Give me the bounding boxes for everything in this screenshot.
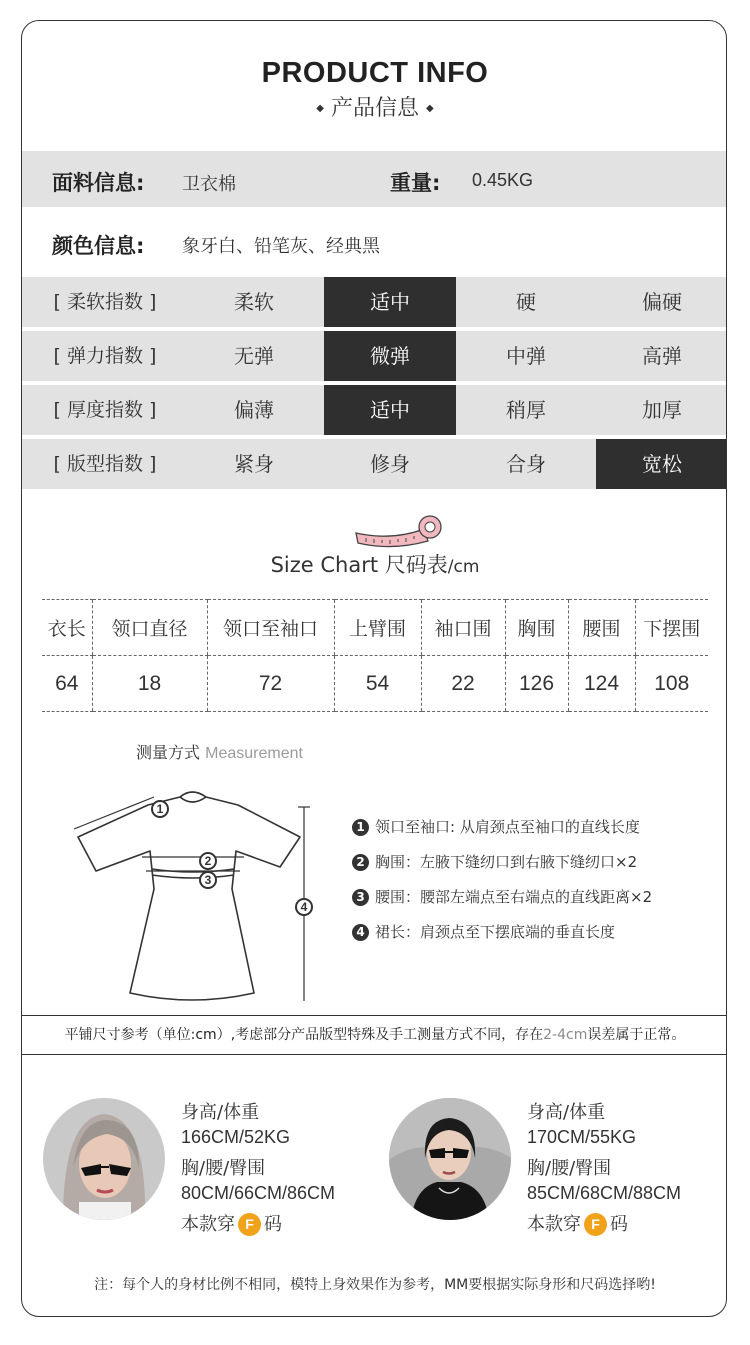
diagram-marker-4: 4 bbox=[300, 900, 308, 914]
title-en: PRODUCT INFO bbox=[261, 57, 489, 89]
index-row-label: [ 弹力指数 ] bbox=[22, 331, 188, 381]
footnote: 注：每个人的身材比例不相同，模特上身效果作为参考，MM要根据实际身形和尺码选择哟! bbox=[94, 1277, 656, 1293]
model-2-photo bbox=[389, 1098, 511, 1220]
model-2-wear-post: 码 bbox=[610, 1214, 628, 1235]
index-option: 紧身 bbox=[234, 452, 274, 476]
diagram-marker-3: 3 bbox=[204, 873, 212, 887]
size-header-cell: 上臂围 bbox=[334, 600, 421, 656]
size-table bbox=[42, 599, 708, 712]
size-header-cell: 领口至袖口 bbox=[207, 600, 334, 656]
index-option: 高弹 bbox=[642, 344, 682, 368]
index-option: 柔软 bbox=[234, 290, 274, 314]
size-header-cell: 胸围 bbox=[505, 600, 568, 656]
diamond-right-icon: ◆ bbox=[426, 103, 434, 114]
index-option: 硬 bbox=[516, 290, 536, 314]
index-option: 加厚 bbox=[642, 398, 682, 422]
model-2-size-badge: F bbox=[584, 1213, 607, 1236]
disclaimer-highlight: 2-4cm bbox=[543, 1027, 588, 1043]
note-4 bbox=[352, 921, 615, 942]
index-row bbox=[22, 385, 727, 435]
note-1 bbox=[352, 816, 640, 837]
disclaimer bbox=[22, 1015, 727, 1055]
index-row bbox=[22, 439, 727, 489]
model-1-photo bbox=[43, 1098, 165, 1220]
size-value-cell: 108 bbox=[635, 656, 708, 712]
note-1-text: 领口至袖口: 从肩颈点至袖口的直线长度 bbox=[375, 818, 640, 836]
size-value-cell: 22 bbox=[421, 656, 505, 712]
model-1-wear-pre: 本款穿 bbox=[181, 1214, 235, 1235]
disclaimer-text-2: 误差属于正常。 bbox=[587, 1027, 686, 1043]
size-header-cell: 袖口围 bbox=[421, 600, 505, 656]
size-table-header bbox=[42, 600, 708, 656]
model-1-bwh: 80CM/66CM/86CM bbox=[181, 1183, 336, 1203]
note-1-num: 1 bbox=[352, 819, 369, 836]
model-1-size-badge: F bbox=[238, 1213, 261, 1236]
note-4-text: 裙长：肩颈点至下摆底端的垂直长度 bbox=[375, 923, 616, 941]
fabric-band bbox=[22, 151, 727, 207]
size-header-cell: 下摆围 bbox=[635, 600, 708, 656]
index-row-label: [ 版型指数 ] bbox=[22, 439, 188, 489]
title-cn bbox=[22, 91, 727, 122]
index-option: 中弹 bbox=[506, 344, 546, 368]
model-2-hw-label: 身高/体重 bbox=[527, 1102, 606, 1123]
index-option-selected: 微弹 bbox=[324, 331, 456, 381]
measurement-title-en: Measurement bbox=[205, 745, 303, 762]
model-1-hw-label: 身高/体重 bbox=[181, 1102, 260, 1123]
title-cn-text: 产品信息 bbox=[330, 96, 419, 121]
model-2-hw: 170CM/55KG bbox=[527, 1127, 637, 1147]
fabric-value: 卫衣棉 bbox=[182, 174, 236, 195]
index-option: 偏硬 bbox=[642, 290, 682, 314]
index-row bbox=[22, 331, 727, 381]
note-2-text: 胸围：左腋下缝纫口到右腋下缝纫口×2 bbox=[375, 853, 638, 871]
model-2-wear-pre: 本款穿 bbox=[527, 1214, 581, 1235]
index-option: 合身 bbox=[506, 452, 546, 476]
product-info-card bbox=[21, 20, 727, 1317]
model-1-bwh-label: 胸/腰/臀围 bbox=[181, 1158, 266, 1179]
index-option-selected: 适中 bbox=[324, 277, 456, 327]
weight-label: 重量: bbox=[390, 171, 441, 195]
index-row bbox=[22, 277, 727, 327]
measurement-title bbox=[136, 740, 303, 763]
size-header-cell: 领口直径 bbox=[92, 600, 207, 656]
size-header-cell: 腰围 bbox=[568, 600, 635, 656]
size-value-cell: 124 bbox=[568, 656, 635, 712]
size-value-cell: 54 bbox=[334, 656, 421, 712]
index-option-selected: 宽松 bbox=[596, 439, 727, 489]
note-3-text: 腰围：腰部左端点至右端点的直线距离×2 bbox=[375, 888, 653, 906]
size-header-cell: 衣长 bbox=[42, 600, 92, 656]
diagram-marker-1: 1 bbox=[156, 802, 164, 816]
note-3 bbox=[352, 886, 652, 907]
index-option: 稍厚 bbox=[506, 398, 546, 422]
model-1-info bbox=[181, 1100, 335, 1237]
index-option: 无弹 bbox=[234, 344, 274, 368]
size-value-cell: 64 bbox=[42, 656, 92, 712]
size-chart-title bbox=[22, 549, 727, 579]
note-2 bbox=[352, 851, 637, 872]
index-row-label: [ 厚度指数 ] bbox=[22, 385, 188, 435]
disclaimer-text-1: 平铺尺寸参考（单位:cm）,考虑部分产品版型特殊及手工测量方式不同，存在 bbox=[64, 1027, 544, 1043]
model-2-bwh: 85CM/68CM/88CM bbox=[527, 1183, 682, 1203]
size-value-cell: 18 bbox=[92, 656, 207, 712]
model-1-wear-post: 码 bbox=[264, 1214, 282, 1235]
index-option: 修身 bbox=[370, 452, 410, 476]
size-chart-unit: /cm bbox=[447, 557, 480, 577]
index-option-selected: 适中 bbox=[324, 385, 456, 435]
note-3-num: 3 bbox=[352, 889, 369, 906]
size-value-cell: 126 bbox=[505, 656, 568, 712]
size-table-values bbox=[42, 656, 708, 712]
weight-value: 0.45KG bbox=[472, 170, 534, 190]
index-option: 偏薄 bbox=[234, 398, 274, 422]
model-2-size-line bbox=[527, 1212, 681, 1237]
diagram-marker-2: 2 bbox=[204, 854, 212, 868]
size-value-cell: 72 bbox=[207, 656, 334, 712]
note-2-num: 2 bbox=[352, 854, 369, 871]
size-chart-title-text: Size Chart 尺码表 bbox=[270, 553, 448, 577]
model-1-hw: 166CM/52KG bbox=[181, 1127, 291, 1147]
dress-diagram bbox=[68, 771, 318, 1005]
fabric-label: 面料信息: bbox=[52, 171, 145, 195]
model-1-size-line bbox=[181, 1212, 335, 1237]
model-2-bwh-label: 胸/腰/臀围 bbox=[527, 1158, 612, 1179]
color-label: 颜色信息: bbox=[52, 234, 145, 258]
diamond-left-icon: ◆ bbox=[316, 103, 324, 114]
note-4-num: 4 bbox=[352, 924, 369, 941]
model-2-info bbox=[527, 1100, 681, 1237]
color-value: 象牙白、铅笔灰、经典黑 bbox=[182, 236, 380, 257]
measurement-title-cn: 测量方式 bbox=[136, 743, 201, 762]
index-row-label: [ 柔软指数 ] bbox=[22, 277, 188, 327]
